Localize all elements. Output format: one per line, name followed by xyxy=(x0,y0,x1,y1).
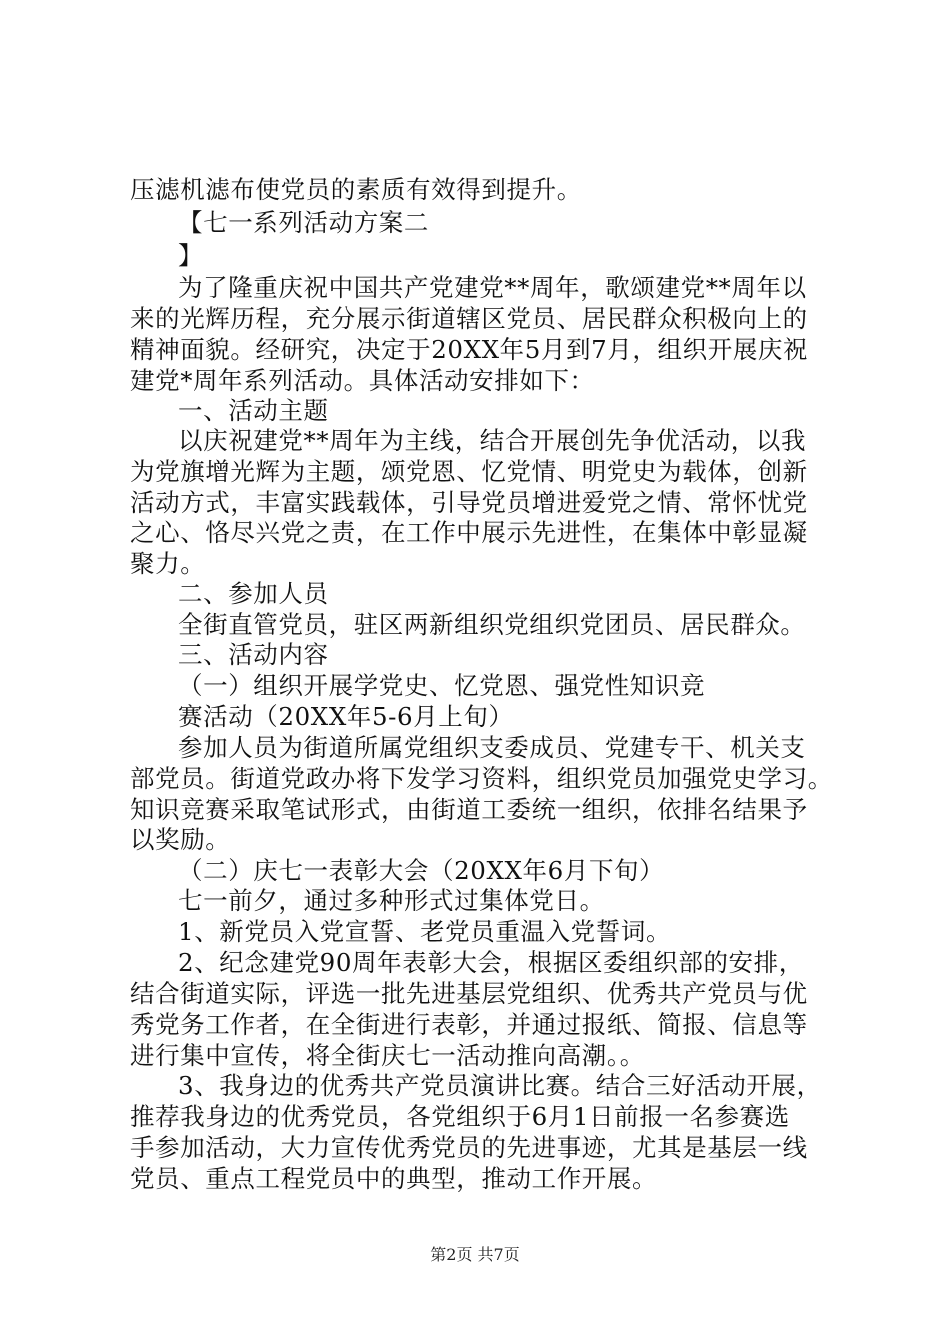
page-indicator: 第2页 共7页 xyxy=(430,1245,520,1264)
heading-participants: 二、参加人员 xyxy=(178,579,329,608)
text-line: 为了隆重庆祝中国共产党建党**周年，歌颂建党**周年以 xyxy=(178,273,807,302)
text-line: 压滤机滤布使党员的素质有效得到提升。 xyxy=(130,175,582,204)
text-line: 部党员。街道党政办将下发学习资料，组织党员加强党史学习。 xyxy=(130,764,833,793)
text-line: 以庆祝建党**周年为主线，结合开展创先争优活动，以我 xyxy=(178,426,807,455)
text-line: 为党旗增光辉为主题，颂党恩、忆党情、明党史为载体，创新 xyxy=(130,457,808,486)
text-line: 手参加活动，大力宣传优秀党员的先进事迹，尤其是基层一线 xyxy=(130,1133,808,1162)
text-line: 秀党务工作者，在全街进行表彰，并通过报纸、简报、信息等 xyxy=(130,1010,808,1039)
text-line: 全街直管党员，驻区两新组织党组织党团员、居民群众。 xyxy=(178,610,806,639)
subheading-knowledge-contest: （一）组织开展学党史、忆党恩、强党性知识竞 xyxy=(178,671,706,700)
text-line: 知识竞赛采取笔试形式，由街道工委统一组织，依排名结果予 xyxy=(130,795,808,824)
text-line: 建党*周年系列活动。具体活动安排如下： xyxy=(130,366,595,395)
text-line: 3、我身边的优秀共产党员演讲比赛。结合三好活动开展， xyxy=(178,1071,822,1100)
text-line: 以奖励。 xyxy=(130,825,231,854)
subheading-knowledge-contest-cont: 赛活动（20XX年5-6月上旬） xyxy=(178,702,514,731)
section-heading-bracket: 】 xyxy=(178,241,204,270)
text-line: 精神面貌。经研究，决定于20XX年5月到7月，组织开展庆祝 xyxy=(130,335,809,364)
section-heading: 【七一系列活动方案二 xyxy=(178,208,429,237)
text-line: 结合街道实际，评选一批先进基层党组织、优秀共产党员与优 xyxy=(130,979,808,1008)
heading-activity-content: 三、活动内容 xyxy=(178,640,329,669)
text-line: 七一前夕，通过多种形式过集体党日。 xyxy=(178,886,605,915)
text-line: 推荐我身边的优秀党员，各党组织于6月1日前报一名参赛选 xyxy=(130,1102,790,1131)
text-line: 1、新党员入党宣誓、老党员重温入党誓词。 xyxy=(178,917,672,946)
text-line: 之心、恪尽兴党之责，在工作中展示先进性，在集体中彰显凝 xyxy=(130,518,808,547)
text-line: 进行集中宣传，将全街庆七一活动推向高潮。。 xyxy=(130,1041,645,1070)
text-line: 党员、重点工程党员中的典型，推动工作开展。 xyxy=(130,1164,658,1193)
text-line: 活动方式，丰富实践载体，引导党员增进爱党之情、常怀忧党 xyxy=(130,488,808,517)
heading-activity-theme: 一、活动主题 xyxy=(178,396,329,425)
text-line: 聚力。 xyxy=(130,549,206,578)
text-line: 来的光辉历程，充分展示街道辖区党员、居民群众积极向上的 xyxy=(130,304,808,333)
text-line: 参加人员为街道所属党组织支委成员、党建专干、机关支 xyxy=(178,733,806,762)
subheading-commendation: （二）庆七一表彰大会（20XX年6月下旬） xyxy=(178,856,665,885)
text-line: 2、纪念建党90周年表彰大会，根据区委组织部的安排， xyxy=(178,948,804,977)
